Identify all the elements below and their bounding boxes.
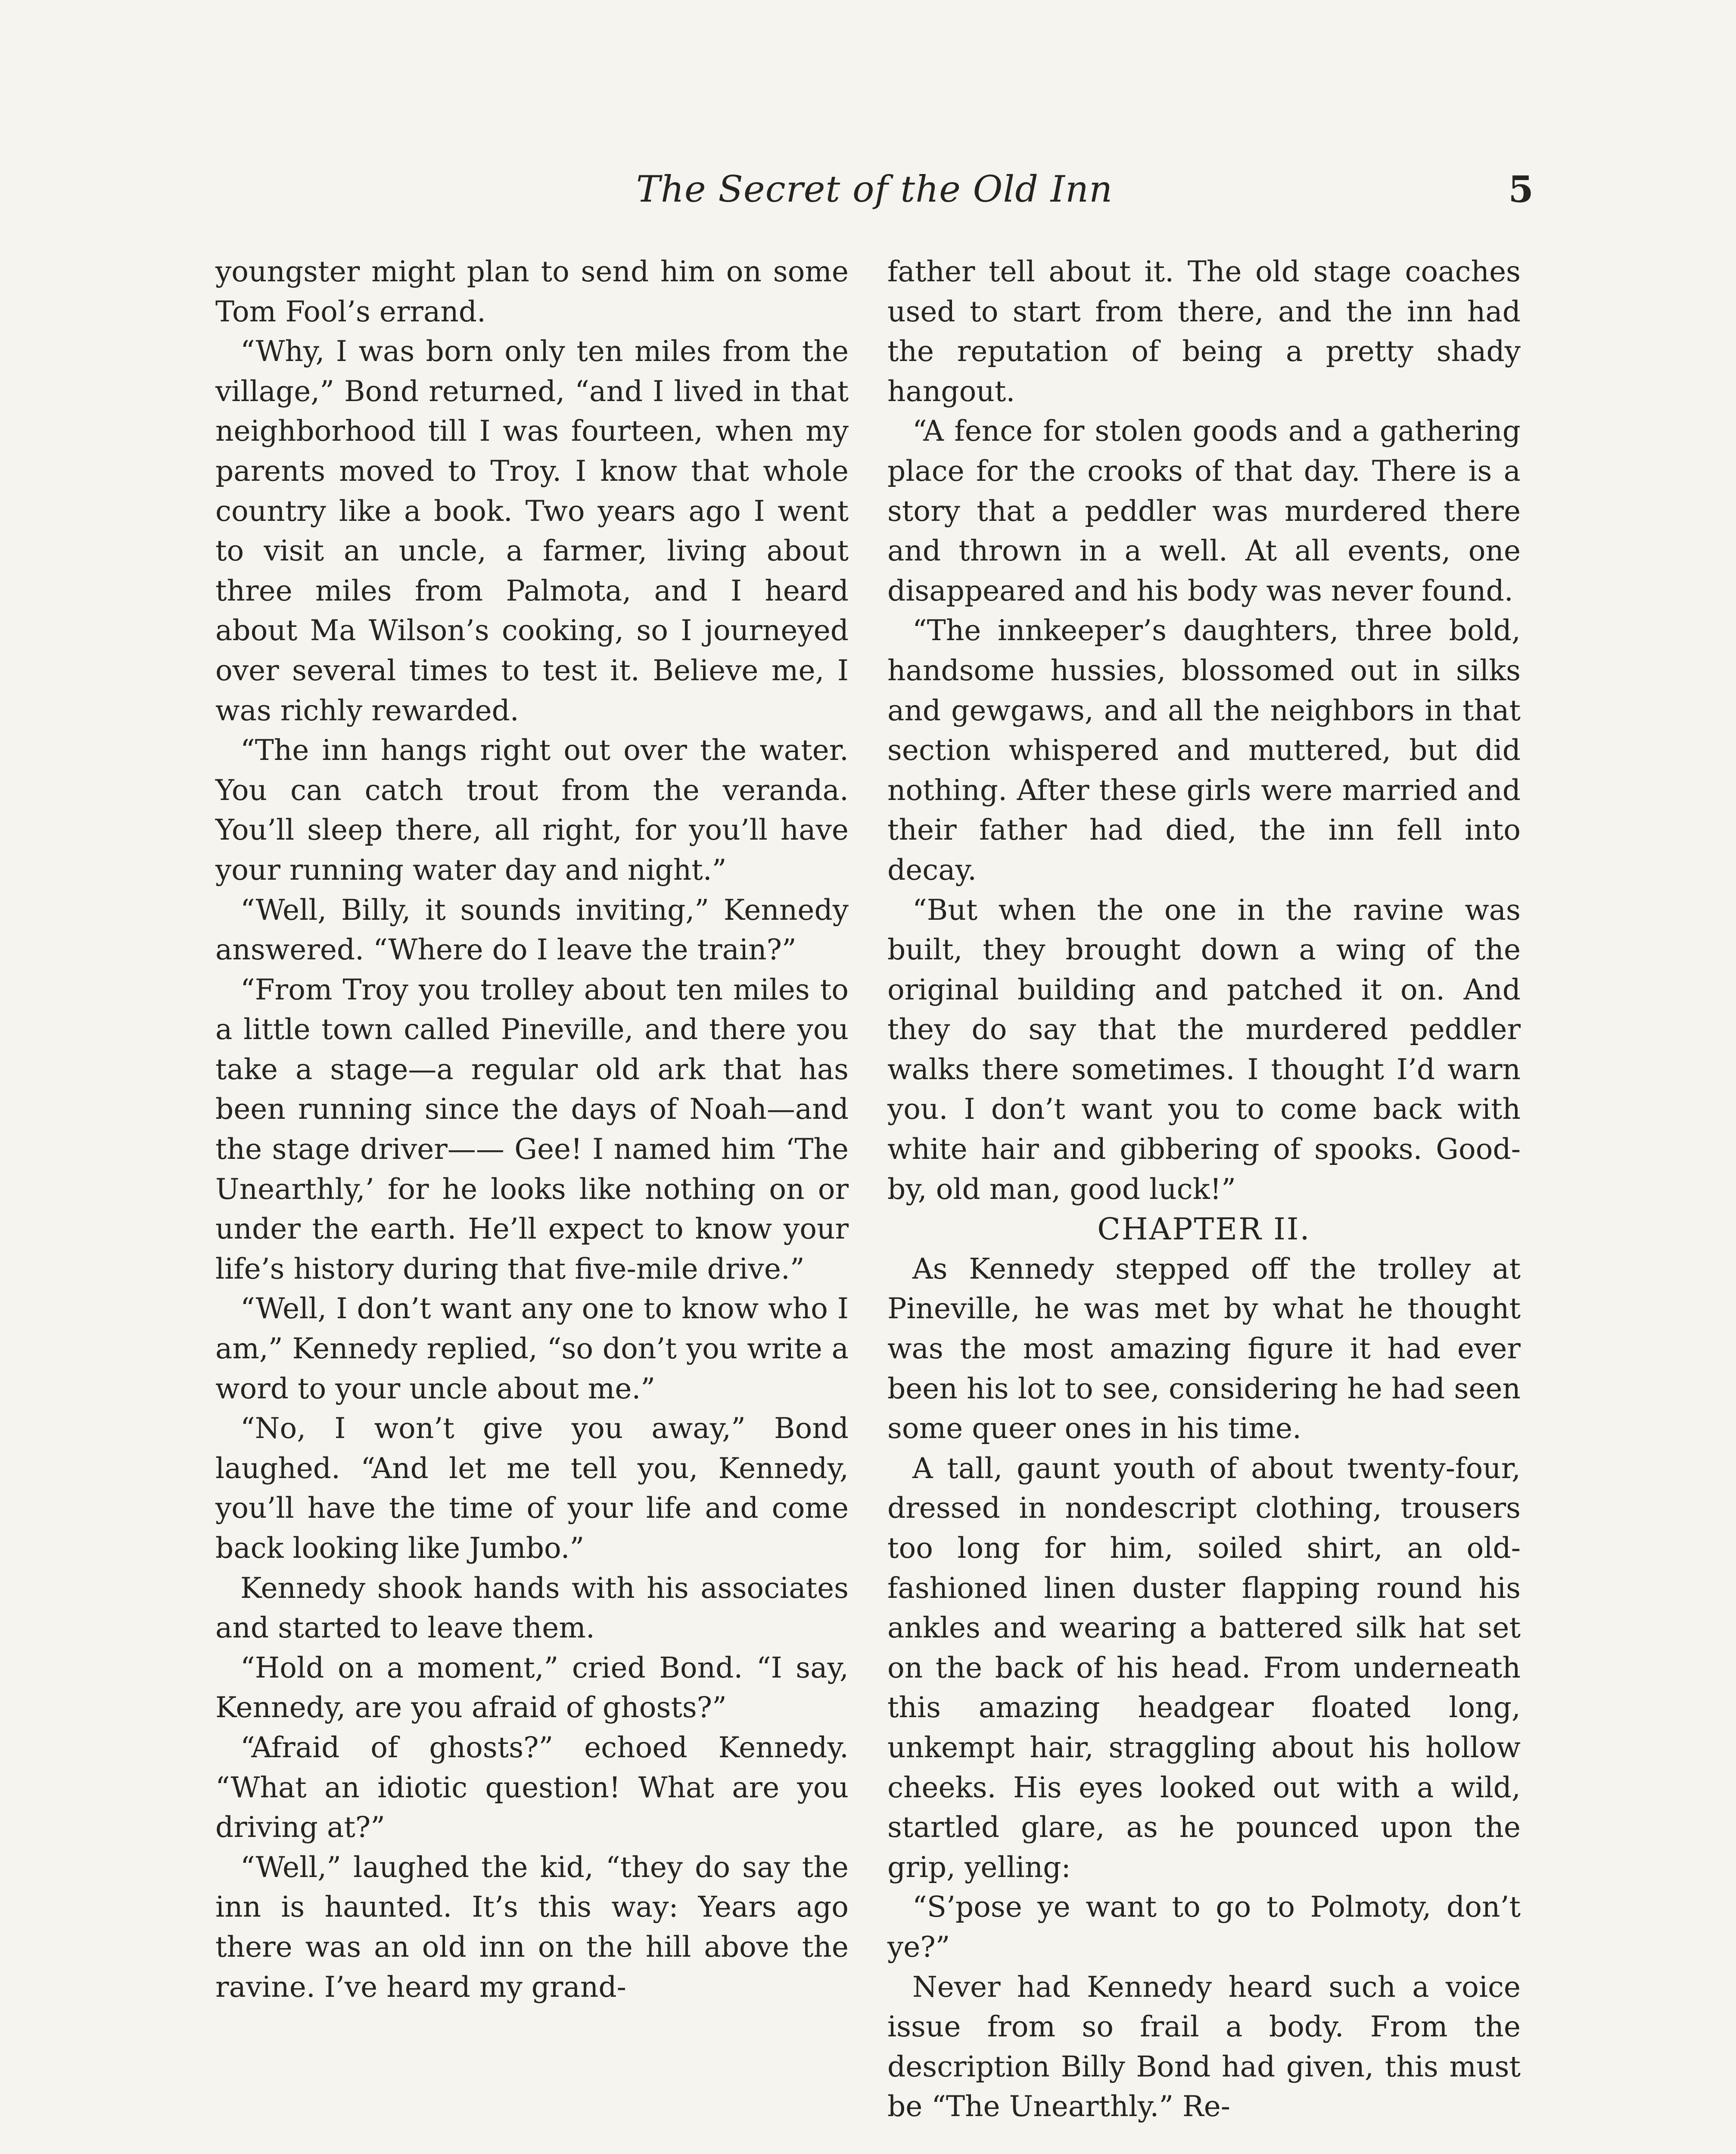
- running-title: The Secret of the Old Inn: [636, 168, 1113, 210]
- paragraph: “Why, I was born only ten miles from the village,” Bond returned, “and I lived in that neighborhood till I was fourteen, when my parents moved to Troy. I know that whole country like a book. Two years ago I went to visit an uncle, a farmer, living about three miles from Palmota, and I heard about Ma Wilson’s cooking, so I journeyed over several times to test it. Believe me, I was richly rewarded.: [215, 335, 849, 727]
- running-head: [215, 168, 1534, 228]
- paragraph: A tall, gaunt youth of about twenty-four, dressed in nondescript clothing, trousers too long for him, soiled shirt, an old-fashioned linen duster flapping round his ankles and wearing a battered silk hat set on the back of his head. From underneath this amazing headgear floated long, unkempt hair, straggling about his hollow cheeks. His eyes looked out with a wild, startled glare, as he pounced upon the grip, yelling:: [887, 1451, 1521, 1884]
- paragraph: “Well, I don’t want any one to know who I am,” Kennedy replied, “so don’t you write a word to your uncle about me.”: [215, 1292, 849, 1405]
- paragraph: “Well,” laughed the kid, “they do say the inn is haunted. It’s this way: Years ago there was an old inn on the hill above the ravine. I’ve heard my grand-: [215, 1850, 849, 2004]
- left-column: [215, 252, 849, 2007]
- paragraph: “Afraid of ghosts?” echoed Kennedy. “What an idiotic question! What are you driving at?”: [215, 1731, 849, 1844]
- paragraph: “From Troy you trolley about ten miles to a little town called Pineville, and there you take a stage—a regular old ark that has been running since the days of Noah—and the stage driver—— Gee! I named him ‘The Unearthly,’ for he looks like nothing on or under the earth. He’ll expect to know your life’s history during that five-mile drive.”: [215, 973, 849, 1286]
- chapter-heading: CHAPTER II.: [1097, 1211, 1311, 1247]
- right-column: [887, 252, 1521, 2127]
- paragraph: “Hold on a moment,” cried Bond. “I say, Kennedy, are you afraid of ghosts?”: [215, 1651, 849, 1724]
- paragraph: Never had Kennedy heard such a voice issue from so frail a body. From the description Billy Bond had given, this must be “The Unearthly.” Re-: [887, 1970, 1521, 2123]
- paragraph: youngster might plan to send him on some Tom Fool’s errand.: [215, 255, 849, 328]
- paragraph: As Kennedy stepped off the trolley at Pineville, he was met by what he thought was the most amazing figure it had ever been his lot to see, considering he had seen some queer ones in his time.: [887, 1252, 1521, 1445]
- paragraph: “S’pose ye want to go to Polmoty, don’t ye?”: [887, 1890, 1521, 1964]
- paragraph: father tell about it. The old stage coaches used to start from there, and the inn had the reputation of being a pretty shady hangout.: [887, 255, 1521, 408]
- paragraph: “The innkeeper’s daughters, three bold, handsome hussies, blossomed out in silks and gewgaws, and all the neighbors in that section whispered and muttered, but did nothing. After these girls were married and their father had died, the inn fell into decay.: [887, 614, 1521, 887]
- paragraph: “A fence for stolen goods and a gathering place for the crooks of that day. There is a story that a peddler was murdered there and thrown in a well. At all events, one disappeared and his body was never found.: [887, 414, 1521, 607]
- paragraph: “But when the one in the ravine was built, they brought down a wing of the original building and patched it on. And they do say that the murdered peddler walks there sometimes. I thought I’d warn you. I don’t want you to come back with white hair and gibbering of spooks. Good-by, old man, good luck!”: [887, 893, 1521, 1206]
- paragraph: “No, I won’t give you away,” Bond laughed. “And let me tell you, Kennedy, you’ll have the time of your life and come back looking like Jumbo.”: [215, 1412, 849, 1565]
- paragraph: “The inn hangs right out over the water. You can catch trout from the veranda. You’ll sleep there, all right, for you’ll have your running water day and night.”: [215, 734, 849, 887]
- paragraph: Kennedy shook hands with his associates and started to leave them.: [215, 1571, 849, 1645]
- paragraph: “Well, Billy, it sounds inviting,” Kennedy answered. “Where do I leave the train?”: [215, 893, 849, 967]
- page-number: 5: [1508, 168, 1534, 211]
